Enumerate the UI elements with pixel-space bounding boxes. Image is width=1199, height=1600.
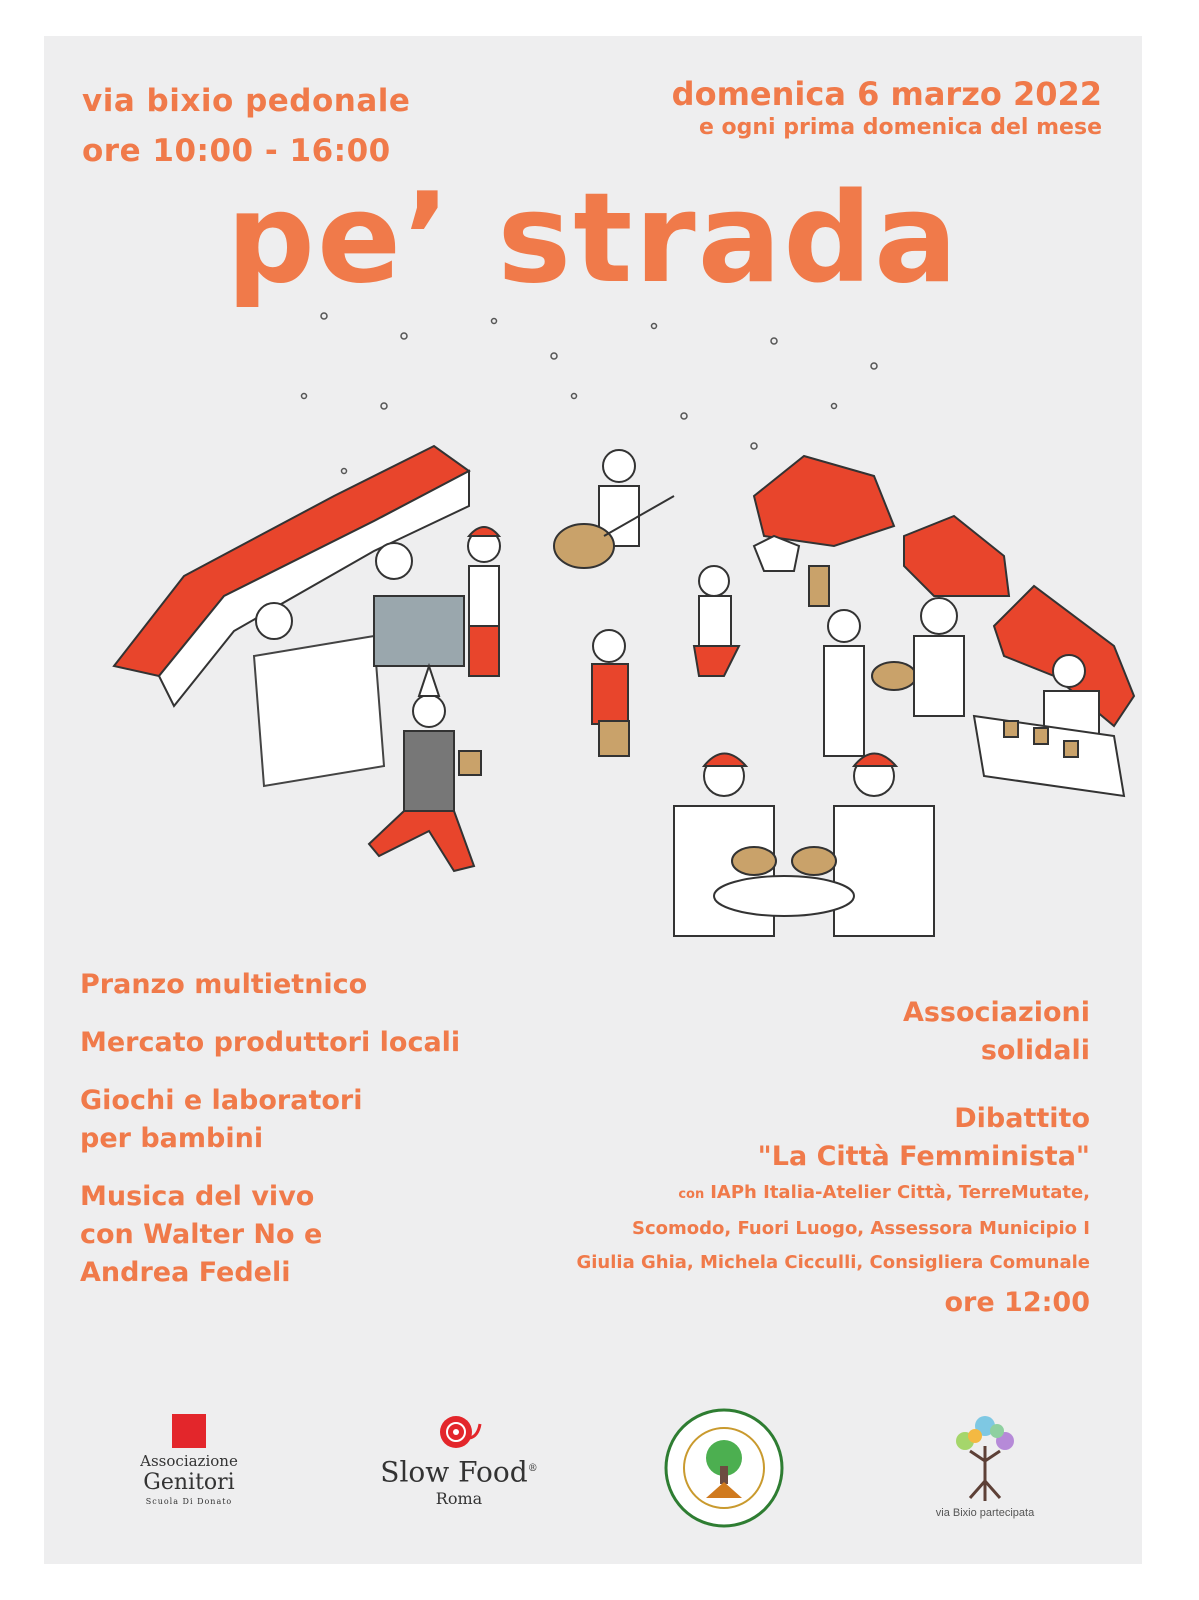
participants-line-3: Giulia Ghia, Michela Cicculli, Consigliera Comunale	[576, 1252, 1090, 1273]
activity-line: Pranzo multietnico	[80, 969, 368, 1000]
registered-mark: ®	[527, 1463, 538, 1474]
poster-title: pe’ strada	[226, 167, 960, 311]
participants-line-1	[470, 1176, 1090, 1212]
gasquilino-logo	[662, 1406, 786, 1546]
viabixio-logo	[920, 1406, 1050, 1546]
genitori-line3: Scuola Di Donato	[145, 1497, 233, 1506]
event-date: domenica 6 marzo 2022	[671, 75, 1102, 113]
sponsor-logos	[44, 1406, 1142, 1546]
associations-line-2: solidali	[980, 1035, 1090, 1066]
activities-right	[470, 994, 1090, 1322]
debate-label: Dibattito	[954, 1103, 1090, 1134]
recurrence-text: e ogni prima domenica del mese	[698, 115, 1102, 140]
activity-line: per bambini	[80, 1123, 264, 1154]
event-poster	[44, 36, 1142, 1564]
gasquilino-seal-icon	[662, 1406, 786, 1530]
debate-title: "La Città Femminista"	[757, 1141, 1090, 1172]
associations-line-1: Associazioni	[902, 997, 1090, 1028]
activity-line: con Walter No e	[80, 1219, 323, 1250]
genitori-logo	[124, 1406, 254, 1546]
red-square-icon	[172, 1414, 206, 1448]
slowfood-city: Roma	[435, 1489, 483, 1509]
slowfood-name: Slow Food	[380, 1455, 528, 1489]
slowfood-logo	[369, 1406, 549, 1546]
activity-line: Giochi e laboratori	[80, 1085, 363, 1116]
participants-line-2: Scomodo, Fuori Luogo, Assessora Municipio I	[632, 1218, 1090, 1239]
activity-line: Musica del vivo	[80, 1181, 315, 1212]
with-label: con	[678, 1187, 705, 1202]
genitori-line2: Genitori	[143, 1470, 235, 1495]
header-right	[672, 74, 1102, 142]
participants-text: IAPh Italia-Atelier Città, TerreMutate,	[710, 1182, 1090, 1203]
tree-icon	[935, 1406, 1035, 1506]
street-market-illustration	[74, 296, 1144, 976]
header-left	[82, 76, 410, 176]
hours-text: ore 10:00 - 16:00	[82, 133, 391, 169]
genitori-line1: Associazione	[140, 1452, 238, 1470]
activity-line: Mercato produttori locali	[80, 1027, 461, 1058]
location-text: via bixio pedonale	[82, 83, 411, 119]
snail-icon	[434, 1408, 484, 1452]
activity-line: Andrea Fedeli	[80, 1257, 291, 1288]
debate-time: ore 12:00	[944, 1287, 1090, 1318]
viabixio-caption: via Bixio partecipata	[935, 1507, 1035, 1519]
